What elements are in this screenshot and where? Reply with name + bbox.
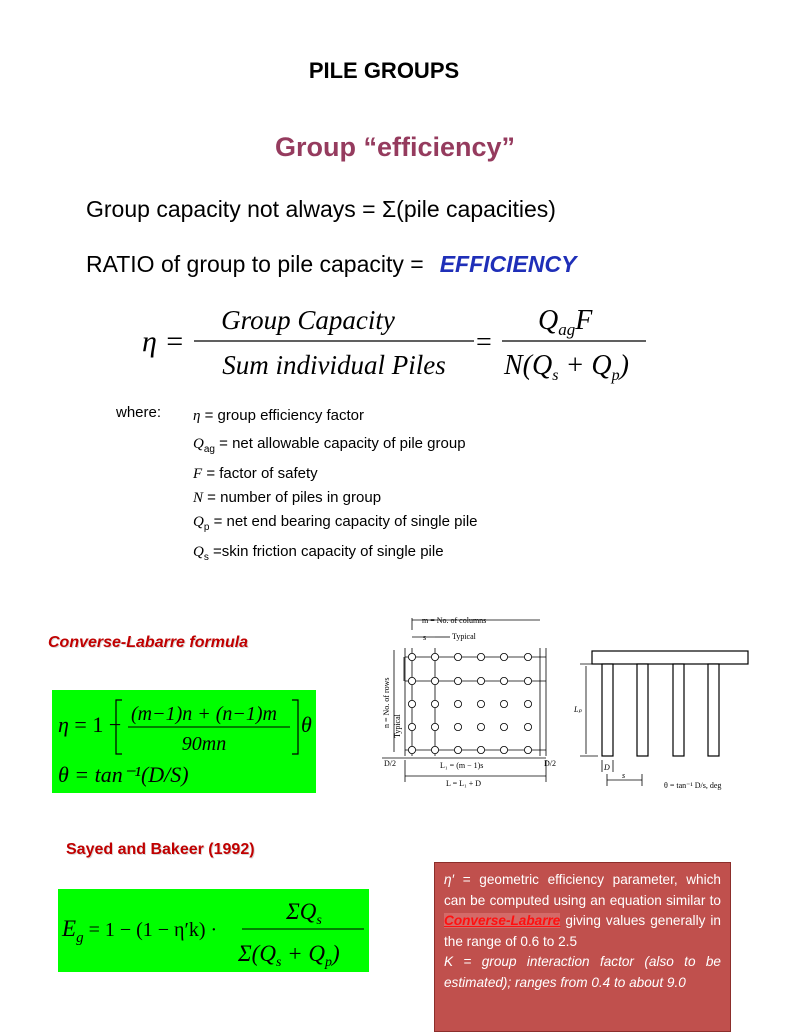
symbol-definitions <box>193 404 478 570</box>
converse-labarre-formula-box <box>52 690 316 793</box>
ratio-text: RATIO of group to pile capacity = <box>86 251 424 277</box>
pile-dot <box>454 723 461 730</box>
pile-dot <box>408 653 415 660</box>
def-f: F = factor of safety <box>193 465 318 482</box>
def-n: N = number of piles in group <box>193 489 382 506</box>
pile-2 <box>637 664 648 756</box>
pile-dot <box>524 677 531 684</box>
pile-dot <box>431 723 438 730</box>
pile-dot <box>524 723 531 730</box>
sayed-bakeer-equation <box>58 889 369 972</box>
pile-dot <box>408 700 415 707</box>
pile-dot <box>454 677 461 684</box>
rows-label: n = No. of rows <box>382 677 391 728</box>
d2-left-label: D/2 <box>384 759 396 768</box>
pile-dot <box>431 746 438 753</box>
group-capacity-statement: Group capacity not always = Σ(pile capacities) <box>86 196 556 222</box>
efficiency-parameter-note: η′ = geometric efficiency parameter, which can be computed using an equation similar to Converse-Labarre giving values generally in the range of 0.6 to 2.5 K = group interaction factor (also to be estimated); ranges from 0.4 to about 9.0 <box>434 862 731 1032</box>
def-eta: η = group efficiency factor <box>193 407 365 424</box>
eq-denominator: Sum individual Piles <box>222 350 446 380</box>
pile-elevation-figure <box>574 648 768 798</box>
pile-dot <box>408 723 415 730</box>
pile-dot <box>477 677 484 684</box>
l-label: L = L₁ + D <box>446 779 482 788</box>
converse-labarre-heading: Converse-Labarre formula <box>48 634 249 651</box>
sb-denominator: $\Sigma(Q_s + Q_p)$ <box>238 941 340 970</box>
svg-text:θ: θ <box>301 712 312 737</box>
converse-labarre-equation <box>52 690 316 793</box>
where-label: where: <box>116 404 162 421</box>
pile-3 <box>673 664 684 756</box>
pile-cap <box>592 651 748 664</box>
efficiency-equation <box>138 295 658 390</box>
eq-numerator: Group Capacity <box>221 305 395 335</box>
sb-numerator: $\Sigma Q_s$ <box>286 899 322 928</box>
pile-dot <box>477 700 484 707</box>
m-columns-label: m = No. of columns <box>422 616 487 625</box>
eq-rhs-num: $Q_{ag}F$ <box>538 305 593 339</box>
l1-label: L₁ = (m − 1)s <box>440 761 484 770</box>
pile-dot <box>500 653 507 660</box>
sayed-bakeer-heading: Sayed and Bakeer (1992) <box>66 841 255 858</box>
pile-dot <box>454 700 461 707</box>
section-subtitle: Group “efficiency” <box>274 132 516 162</box>
pile-dot <box>477 653 484 660</box>
pile-dot <box>500 723 507 730</box>
pile-dot <box>477 746 484 753</box>
eq-rhs-den: $N(Q_s + Q_p)$ <box>504 350 629 384</box>
eq-equals: = <box>476 327 492 358</box>
pile-dot <box>500 700 507 707</box>
pile-dot <box>431 700 438 707</box>
pile-dot <box>524 746 531 753</box>
cl-denominator: 90mn <box>181 733 227 755</box>
pile-dot <box>500 677 507 684</box>
pile-dot <box>431 677 438 684</box>
pile-dot <box>524 700 531 707</box>
ratio-statement <box>86 251 576 278</box>
def-qs: $Q_s$ =skin friction capacity of single pile <box>193 543 444 563</box>
pile-dot <box>524 653 531 660</box>
def-qp: $Q_p$ = net end bearing capacity of single pile <box>193 513 478 533</box>
pile-dot <box>408 746 415 753</box>
d2-right-label: D/2 <box>544 759 556 768</box>
converse-labarre-highlight: Converse-Labarre <box>444 913 561 928</box>
svg-text:η = 1 −: η = 1 − <box>58 712 122 737</box>
pile-dot <box>454 653 461 660</box>
eta-prime-symbol: η′ <box>444 872 455 887</box>
pile-dot <box>431 653 438 660</box>
svg-text:Eg = 1 − (1 − η′k) ·: $E_g = 1 - (1 - \eta'k)$ · <box>62 916 218 946</box>
pile-dot <box>500 746 507 753</box>
def-qag: $Q_{ag}$ = net allowable capacity of pile group <box>193 435 466 455</box>
k-factor-note: K = group interaction factor (also to be estimated); ranges from 0.4 to about 9.0 <box>444 954 721 990</box>
pile-grid-plan-figure <box>360 610 570 800</box>
lp-label: Lₚ <box>574 705 582 714</box>
cl-theta: θ = tan⁻¹(D/S) <box>58 762 189 787</box>
sayed-bakeer-formula-box <box>58 889 369 972</box>
theta-label: θ = tan⁻¹ D/s, deg <box>664 781 722 790</box>
typical-top-label: Typical <box>452 632 476 641</box>
pile-1 <box>602 664 613 756</box>
pile-4 <box>708 664 719 756</box>
cl-numerator: (m−1)n + (n−1)m <box>130 703 278 725</box>
d-label: D <box>604 763 610 772</box>
eq-eta: η = <box>142 325 185 358</box>
pile-dot <box>477 723 484 730</box>
typical-side-label: Typical <box>393 714 402 738</box>
pile-dot <box>408 677 415 684</box>
efficiency-keyword: EFFICIENCY <box>439 251 577 277</box>
pile-dot <box>454 746 461 753</box>
s-label: s <box>622 771 626 780</box>
s-top-label: s <box>423 633 427 642</box>
page-title: PILE GROUPS <box>308 58 460 83</box>
